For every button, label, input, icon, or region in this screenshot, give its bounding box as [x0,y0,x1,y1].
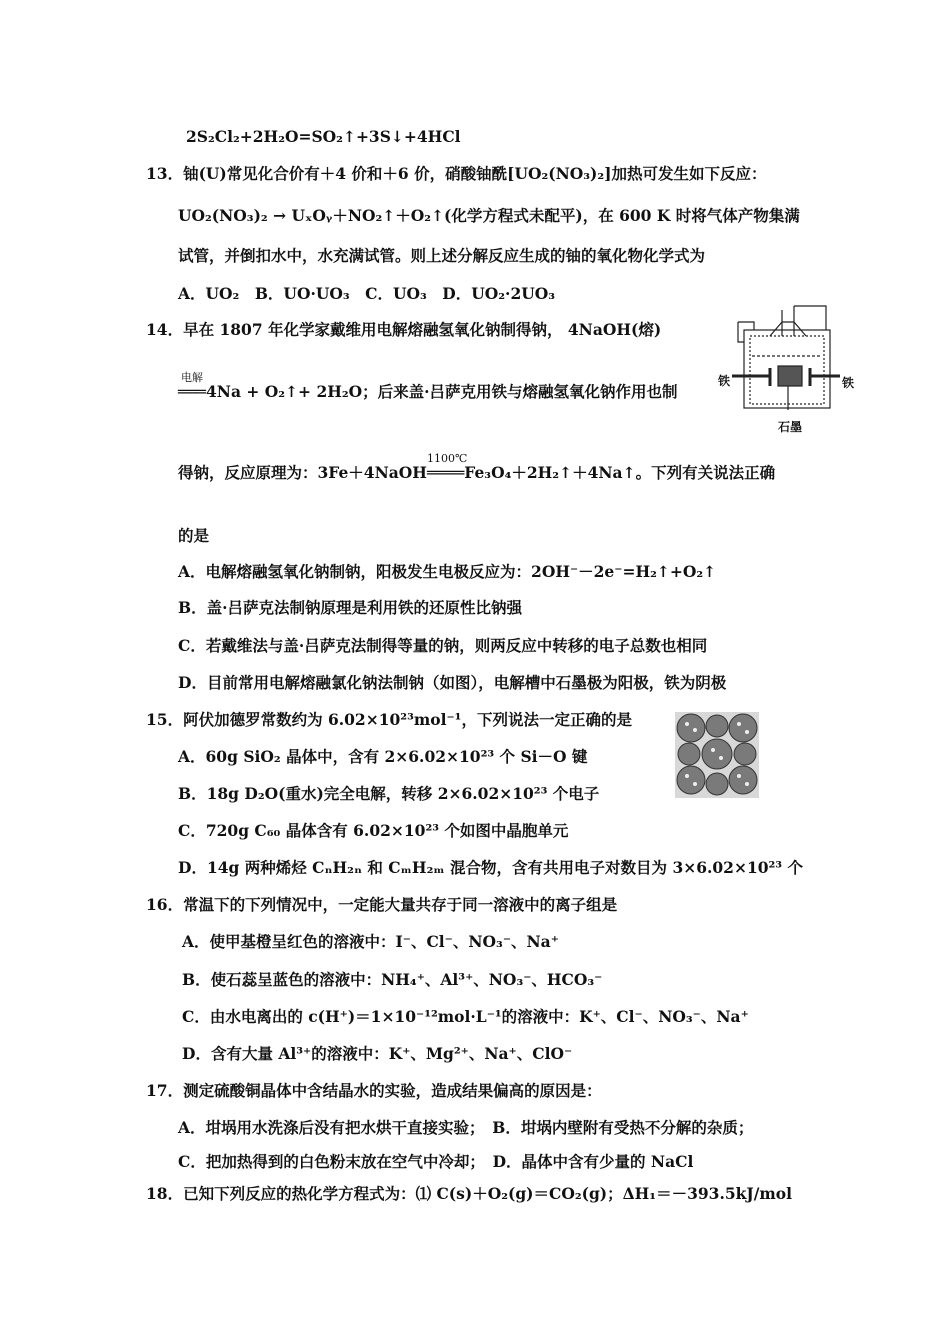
equation-line: 2S₂Cl₂+2H₂O=SO₂↑+3S↓+4HCl [186,127,461,146]
q16-option-b: B．使石蕊呈蓝色的溶液中：NH₄⁺、Al³⁺、NO₃⁻、HCO₃⁻ [182,970,603,989]
q16-stem: 16．常温下的下列情况中，一定能大量共存于同一溶液中的离子组是 [146,895,618,914]
electrolysis-condition: 电解 [181,371,203,384]
heat-condition: 1100℃ [426,452,468,465]
q14-option-b: B．盖·吕萨克法制钠原理是利用铁的还原性比钠强 [178,598,522,617]
q14-line2-wrap [178,371,678,402]
q15-option-d: D．14g 两种烯烃 CₙH₂ₙ 和 CₘH₂ₘ 混合物，含有共用电子对数目为 3×6.02×10²³ 个 [178,858,803,877]
q13-options: A．UO₂ B．UO·UO₃ C．UO₃ D．UO₂·2UO₃ [178,284,556,303]
q15-stem: 15．阿伏加德罗常数约为 6.02×10²³mol⁻¹，下列说法一定正确的是 [146,710,632,729]
q17-options-ab: A．坩埚用水洗涤后没有把水烘干直接实验； B．坩埚内壁附有受热不分解的杂质； [178,1118,754,1137]
q14-line3-part2: Fe₃O₄＋2H₂↑＋4Na↑。下列有关说法正确 [464,463,776,482]
q14-line4: 的是 [178,526,210,545]
q14-line3-part1: 得钠，反应原理为：3Fe＋4NaOH [178,463,427,482]
q17-options-cd: C．把加热得到的白色粉末放在空气中冷却； D．晶体中含有少量的 NaCl [178,1152,694,1171]
q13-stem: 13．铀(U)常见化合价有＋4 价和＋6 价，硝酸铀酰[UO₂(NO₃)₂]加热可发生如下反应： [146,164,767,183]
q15-option-c: C．720g C₆₀ 晶体含有 6.02×10²³ 个如图中晶胞单元 [178,821,569,840]
fig-label-iron-right: 铁 [842,376,855,390]
q17-stem: 17．测定硫酸铜晶体中含结晶水的实验，造成结果偏高的原因是： [146,1081,602,1100]
q18-stem: 18．已知下列反应的热化学方程式为：⑴ C(s)＋O₂(g)＝CO₂(g)；ΔH₁＝－393.5kJ/mol [146,1184,792,1203]
q14-option-c: C．若戴维法与盖·吕萨克法制得等量的钠，则两反应中转移的电子总数也相同 [178,636,708,655]
electrolysis-cell-figure [730,300,860,430]
q13-line3: 试管，并倒扣水中，水充满试管。则上述分解反应生成的铀的氧化物化学式为 [178,246,706,265]
electrolysis-arrow: 电解 ═══ [178,382,206,402]
q15-option-a: A．60g SiO₂ 晶体中，含有 2×6.02×10²³ 个 Si－O 键 [178,747,588,766]
q14-option-a: A．电解熔融氢氧化钠制钠，阳极发生电极反应为：2OH⁻－2e⁻=H₂↑+O₂↑ [178,562,717,581]
q16-option-d: D．含有大量 Al³⁺的溶液中：K⁺、Mg²⁺、Na⁺、ClO⁻ [182,1044,573,1063]
fig-label-iron-left: 铁 [718,374,731,388]
q14-stem: 14．早在 1807 年化学家戴维用电解熔融氢氧化钠制得钠， 4NaOH(熔) [146,320,662,339]
q14-line2: 4Na + O₂↑+ 2H₂O；后来盖·吕萨克用铁与熔融氢氧化钠作用也制 [206,382,678,401]
heat-arrow: 1100℃ ════ [427,463,464,483]
c60-crystal-cell-image [675,712,759,798]
q13-line2: UO₂(NO₃)₂ → UₓOᵧ＋NO₂↑＋O₂↑(化学方程式未配平)，在 600 K 时将气体产物集满 [178,206,800,225]
q14-line3 [178,452,776,483]
q15-option-b: B．18g D₂O(重水)完全电解，转移 2×6.02×10²³ 个电子 [178,784,600,803]
q16-option-a: A．使甲基橙呈红色的溶液中：I⁻、Cl⁻、NO₃⁻、Na⁺ [182,932,559,951]
fig-label-graphite: 石墨 [778,420,803,434]
q14-option-d: D．目前常用电解熔融氯化钠法制钠（如图），电解槽中石墨极为阳极，铁为阴极 [178,673,727,692]
q16-option-c: C．由水电离出的 c(H⁺)＝1×10⁻¹²mol·L⁻¹的溶液中：K⁺、Cl⁻、NO₃⁻、Na⁺ [182,1007,749,1026]
